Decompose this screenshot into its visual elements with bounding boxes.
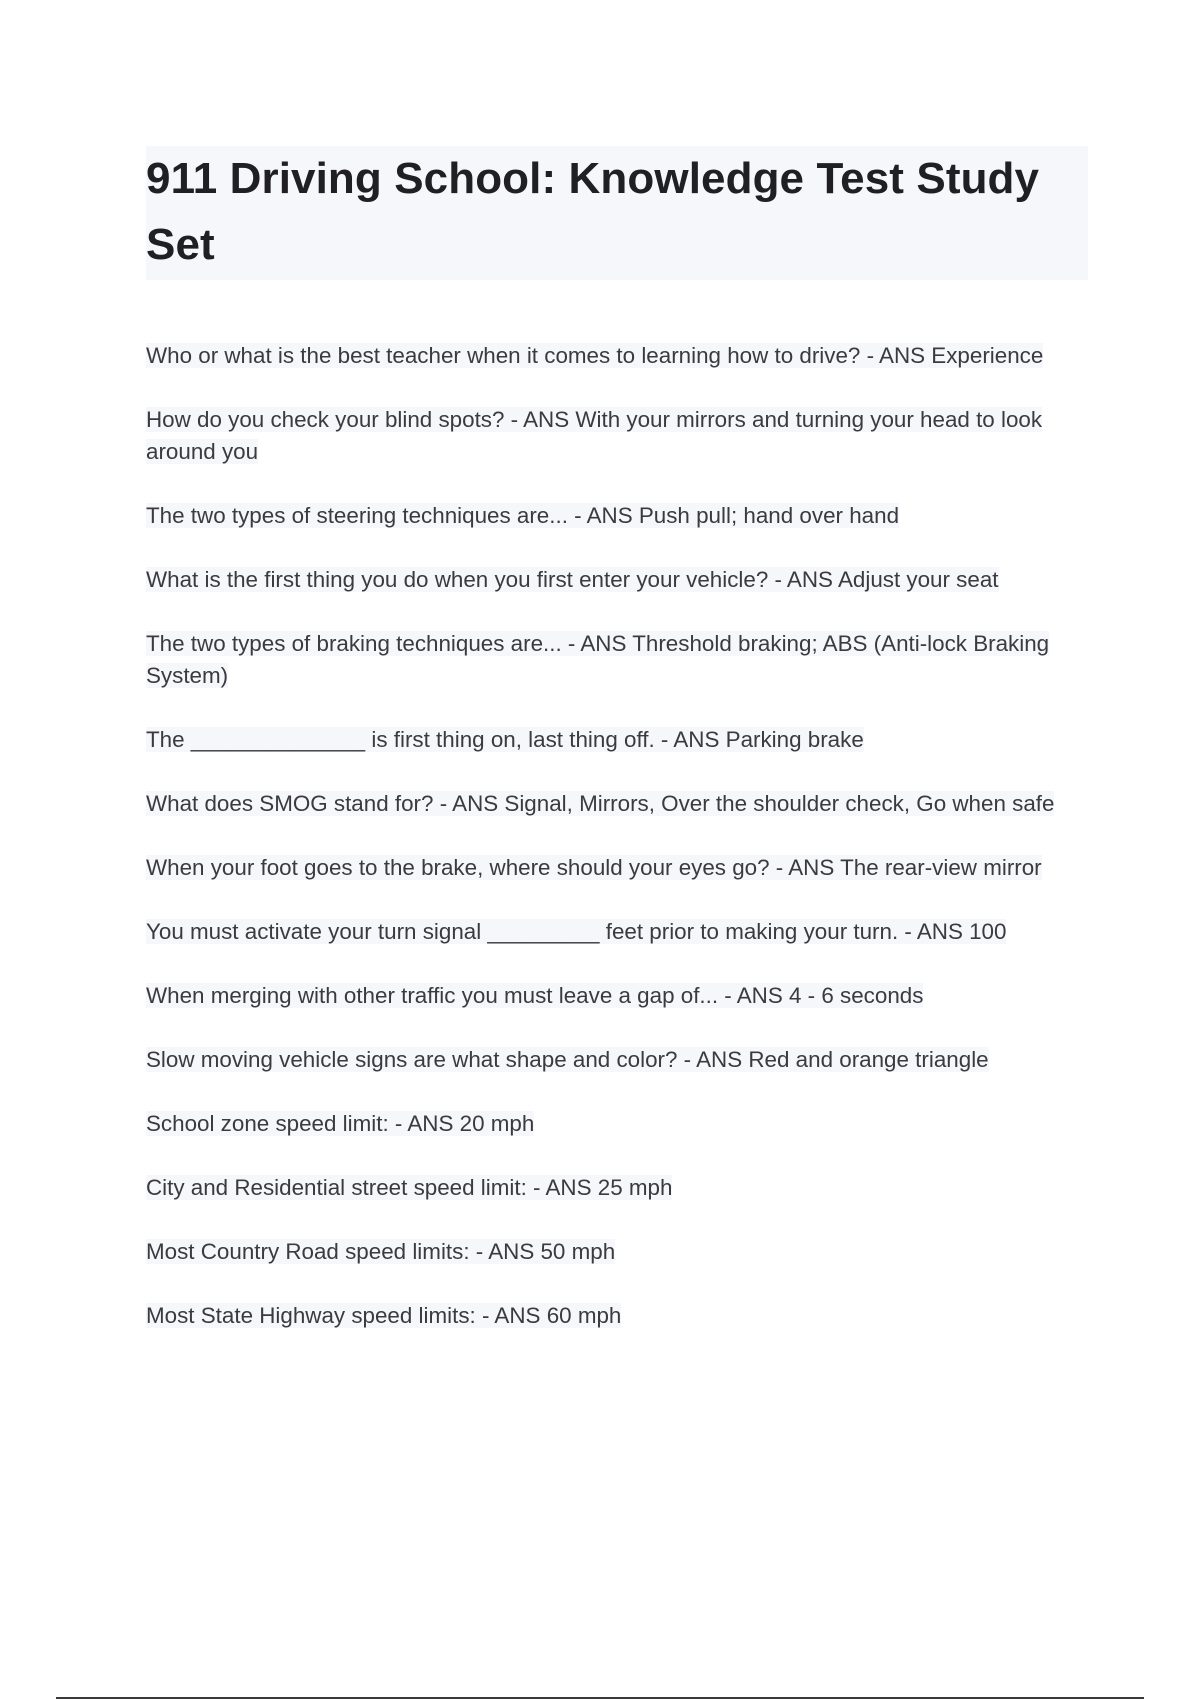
list-item (146, 564, 1088, 596)
list-item (146, 340, 1088, 372)
qa-text: When merging with other traffic you must leave a gap of... - ANS 4 - 6 seconds (146, 983, 924, 1008)
qa-text: Most State Highway speed limits: - ANS 60 mph (146, 1303, 622, 1328)
qa-text: Who or what is the best teacher when it comes to learning how to drive? - ANS Experience (146, 343, 1044, 368)
qa-list (146, 340, 1088, 1364)
list-item (146, 404, 1088, 468)
list-item (146, 916, 1088, 948)
qa-text: City and Residential street speed limit: - ANS 25 mph (146, 1175, 673, 1200)
qa-text: You must activate your turn signal _________ feet prior to making your turn. - ANS 100 (146, 919, 1007, 944)
list-item (146, 1108, 1088, 1140)
qa-text: What is the first thing you do when you first enter your vehicle? - ANS Adjust your seat (146, 567, 999, 592)
list-item (146, 1172, 1088, 1204)
list-item (146, 724, 1088, 756)
list-item (146, 852, 1088, 884)
qa-text: The two types of braking techniques are... - ANS Threshold braking; ABS (Anti-lock Braking System) (146, 631, 1050, 688)
qa-text: The ______________ is first thing on, last thing off. - ANS Parking brake (146, 727, 864, 752)
qa-text: The two types of steering techniques are... - ANS Push pull; hand over hand (146, 503, 900, 528)
footer-divider (56, 1697, 1144, 1699)
list-item (146, 1236, 1088, 1268)
list-item (146, 1300, 1088, 1332)
page-title: 911 Driving School: Knowledge Test Study Set (146, 154, 1040, 269)
title-block (146, 146, 1088, 280)
list-item (146, 500, 1088, 532)
list-item (146, 628, 1088, 692)
qa-text: Slow moving vehicle signs are what shape and color? - ANS Red and orange triangle (146, 1047, 989, 1072)
qa-text: How do you check your blind spots? - ANS With your mirrors and turning your head to look around you (146, 407, 1043, 464)
list-item (146, 1044, 1088, 1076)
qa-text: School zone speed limit: - ANS 20 mph (146, 1111, 535, 1136)
qa-text: Most Country Road speed limits: - ANS 50 mph (146, 1239, 616, 1264)
list-item (146, 980, 1088, 1012)
qa-text: What does SMOG stand for? - ANS Signal, Mirrors, Over the shoulder check, Go when safe (146, 791, 1055, 816)
list-item (146, 788, 1088, 820)
qa-text: When your foot goes to the brake, where should your eyes go? - ANS The rear-view mirror (146, 855, 1042, 880)
